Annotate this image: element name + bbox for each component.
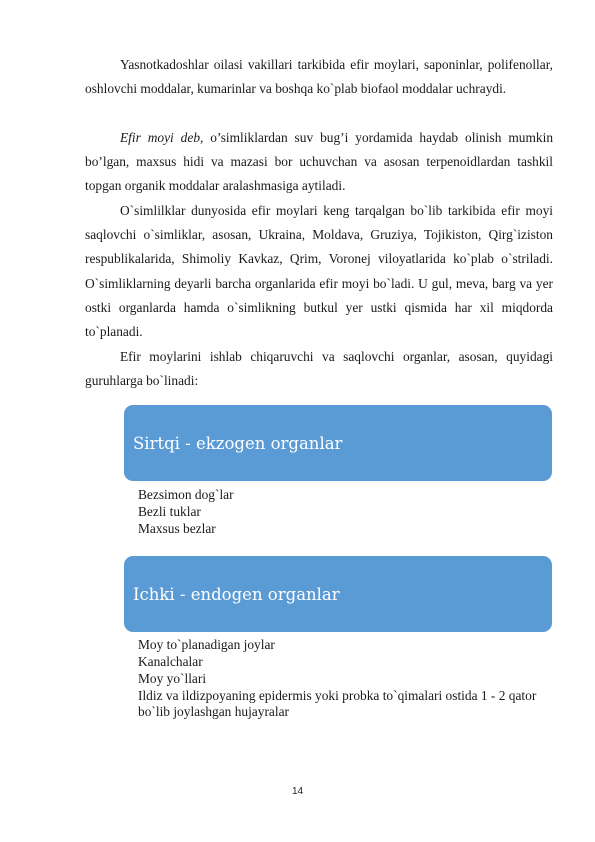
- defined-term: Efir moyi deb: [120, 130, 201, 145]
- paragraph-essential-oil-definition: [85, 126, 553, 199]
- group-list-endogenous: [138, 636, 538, 721]
- group-list-exogenous: [138, 486, 538, 538]
- list-item: Bezsimon dog`lar: [138, 487, 234, 502]
- list-item: Moy to`planadigan joylar: [138, 637, 275, 652]
- list-item: Moy yo`llari: [138, 671, 207, 687]
- group-banner-exogenous: [124, 405, 552, 481]
- list-item: Maxsus bezlar: [138, 521, 216, 537]
- paragraph-text: Yasnotkadoshlar oilasi vakillari tarkibida efir moylari, saponinlar, polifenollar, oshlovchi moddalar, kumarinlar va boshqa ko`plab biofaol moddalar uchraydi.: [85, 57, 553, 97]
- group-title: Ichki - endogen organlar: [133, 584, 340, 604]
- paragraph-organ-groups-intro: [85, 345, 553, 393]
- list-item: Bezli tuklar: [138, 504, 201, 520]
- group-title: Sirtqi - ekzogen organlar: [133, 433, 343, 453]
- page-number: 14: [291, 786, 304, 797]
- list-item: Kanalchalar: [138, 654, 203, 670]
- paragraph-distribution: [85, 199, 553, 344]
- group-banner-endogenous: [124, 556, 552, 632]
- paragraph-text: , o’simliklardan suv bug’i yordamida haydab olinish mumkin bo’lgan, maxsus hidi va mazasi bor uchuvchan va asosan terpenoidlardan tashkil topgan organik moddalar aralashmasiga aytiladi.: [85, 130, 554, 194]
- paragraph-family-constituents: [85, 53, 553, 101]
- paragraph-text: Efir moylarini ishlab chiqaruvchi va saqlovchi organlar, asosan, quyidagi guruhlarga bo`linadi:: [85, 349, 553, 389]
- list-item: Ildiz va ildizpoyaning epidermis yoki probka to`qimalari ostida 1 - 2 qator bo`lib joylashgan hujayralar: [138, 687, 537, 720]
- paragraph-text: O`simlilklar dunyosida efir moylari keng tarqalgan bo`lib tarkibida efir moyi saqlovchi o`simliklar, asosan, Ukraina, Moldava, Gruziya, Tojikiston, Qirg`iziston respublikalarida, Shimoliy Kavkaz, Qrim, Voronej viloyatlarida ko`plab o`striladi. O`simliklarning deyarli barcha organlarida efir moyi bo`ladi. U gul, meva, barg va yer ostki organlarda hamda o`simlikning butkul yer ustki qismida har xil miqdorda to`planadi.: [85, 203, 553, 340]
